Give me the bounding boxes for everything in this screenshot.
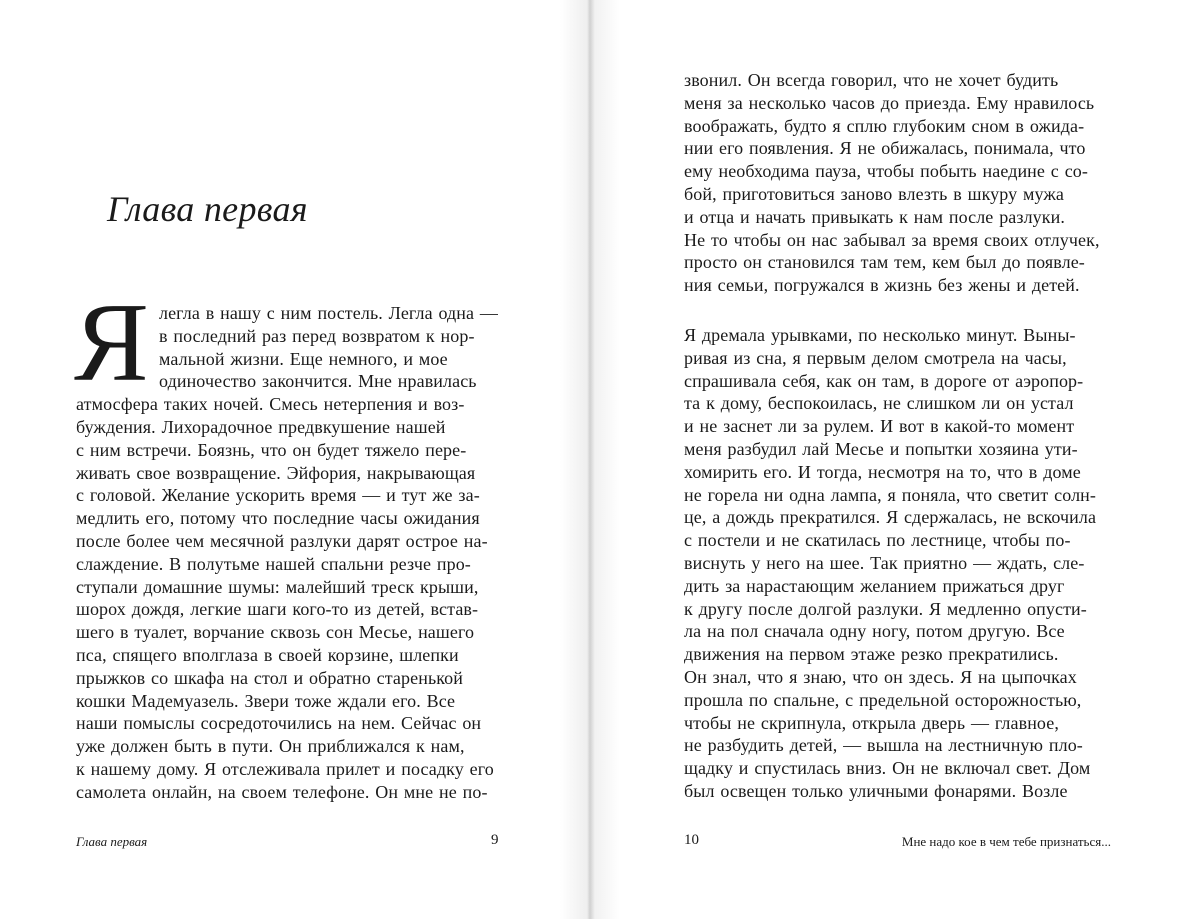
text-line: Не то чтобы он нас забывал за время своих отлучек, — [684, 229, 1100, 250]
left-page-body — [76, 302, 504, 804]
text-line: шего в туалет, ворчание сквозь сон Месье, нашего — [76, 622, 475, 643]
text-line: к другу после долгой разлуки. Я медленно опусти- — [684, 598, 1087, 619]
running-footer-right: Мне надо кое в чем тебе признаться... — [901, 834, 1111, 849]
text-line: атмосфера таких ночей. Смесь нетерпения и воз- — [76, 394, 465, 415]
text-line: буждения. Лихорадочное предвкушение нашей — [76, 416, 446, 437]
text-line: спрашивала себя, как он там, в дороге от аэропор- — [684, 370, 1084, 391]
text-line: и отца и начать привыкать к нам после разлуки. — [684, 206, 1065, 227]
text-line: был освещен только уличными фонарями. Возле — [684, 780, 1068, 801]
text-line: в последний раз перед возвратом к нор- — [159, 325, 475, 346]
text-line: движения на первом этаже резко прекратились. — [684, 644, 1059, 665]
text-line: самолета онлайн, на своем телефоне. Он мне не по- — [76, 781, 488, 802]
text-line: виснуть у него на шее. Так приятно — ждать, сле- — [684, 552, 1085, 573]
text-line: с ним встречи. Боязнь, что он будет тяжело пере- — [76, 439, 467, 460]
text-line: не разбудить детей, — вышла на лестничную пло- — [684, 735, 1083, 756]
text-line: Я дремала урывками, по несколько минут. Выны- — [684, 325, 1076, 345]
text-line: кошки Мадемуазель. Звери тоже ждали его. Все — [76, 690, 456, 711]
text-line: медлить его, потому что последние часы ожидания — [76, 508, 480, 529]
text-line: прыжков со шкафа на стол и обратно старенькой — [76, 667, 464, 688]
text-line: легла в нашу с ним постель. Легла одна — — [159, 303, 499, 323]
text-line: уже должен быть в пути. Он приближался к нам, — [76, 736, 465, 757]
text-line: ступали домашние шумы: малейший треск крыши, — [76, 576, 479, 597]
text-line: просто он становился там тем, кем был до появле- — [684, 252, 1085, 273]
text-line: наши помыслы сосредоточились на нем. Сейчас он — [76, 713, 482, 734]
text-line: це, а дождь прекратился. Я сдержалась, не вскочила — [684, 507, 1097, 528]
page-number-left: 9 — [491, 832, 499, 848]
text-line: не горела ни одна лампа, я поняла, что светит солн- — [684, 484, 1097, 505]
text-line: шорох дождя, легкие шаги кого-то из детей, встав- — [76, 599, 479, 620]
text-line: ему необходима пауза, чтобы побыть наедине с со- — [684, 161, 1088, 182]
text-line: ривая из сна, я первым делом смотрела на часы, — [684, 347, 1067, 368]
text-line: нии его появления. Я не обижалась, понимала, что — [684, 138, 1086, 159]
text-line: после более чем месячной разлуки дарят острое на- — [76, 530, 488, 551]
text-line: бой, приготовиться заново влезть в шкуру мужа — [684, 183, 1064, 204]
text-line: и не заснет ли за рулем. И вот в какой-то момент — [684, 416, 1075, 437]
text-line: звонил. Он всегда говорил, что не хочет будить — [684, 70, 1059, 90]
text-line: ла на пол сначала одну ногу, потом другую. Все — [684, 621, 1065, 642]
text-line: слаждение. В полутьме нашей спальни резче про- — [76, 553, 471, 574]
text-line: одиночество закончится. Мне нравилась — [159, 371, 477, 392]
text-line: с головой. Желание ускорить время — и тут же за- — [76, 485, 480, 506]
text-line: чтобы не скрипнула, открыла дверь — главное, — [684, 712, 1059, 733]
page-number-right: 10 — [684, 832, 699, 848]
text-line: живать свое возвращение. Эйфория, накрывающая — [76, 462, 476, 483]
text-line: та к дому, беспокоилась, не слишком ли он устал — [684, 393, 1074, 414]
text-line: меня за несколько часов до приезда. Ему нравилось — [684, 92, 1095, 113]
text-line: дить за нарастающим желанием прижаться друг — [684, 575, 1065, 596]
text-line: с постели и не скатилась по лестнице, чтобы по- — [684, 530, 1071, 551]
text-line: щадку и спустилась вниз. Он не включал свет. Дом — [684, 758, 1091, 779]
text-line: Он знал, что я знаю, что он здесь. Я на цыпочках — [684, 666, 1077, 687]
text-line: ния семьи, погружался в жизнь без жены и детей. — [684, 275, 1080, 296]
running-footer-left: Глава первая — [76, 834, 148, 849]
text-line: меня разбудил лай Месье и попытки хозяина ути- — [684, 438, 1078, 459]
text-line: воображать, будто я сплю глубоким сном в ожида- — [684, 115, 1085, 136]
text-line: хомирить его. И тогда, несмотря на то, что в доме — [684, 461, 1081, 482]
chapter-title: Глава первая — [107, 189, 308, 229]
text-line: прошла по спальне, с предельной осторожностью, — [684, 689, 1082, 710]
drop-cap: Я — [74, 281, 149, 405]
text-line: к нашему дому. Я отслеживала прилет и посадку его — [76, 758, 494, 779]
right-page-paragraph-1 — [684, 69, 1114, 297]
text-line: мальной жизни. Еще немного, и мое — [159, 348, 448, 369]
right-page-paragraph-2 — [684, 324, 1114, 803]
text-line: пса, спящего вполглаза в своей корзине, шлепки — [76, 644, 459, 665]
